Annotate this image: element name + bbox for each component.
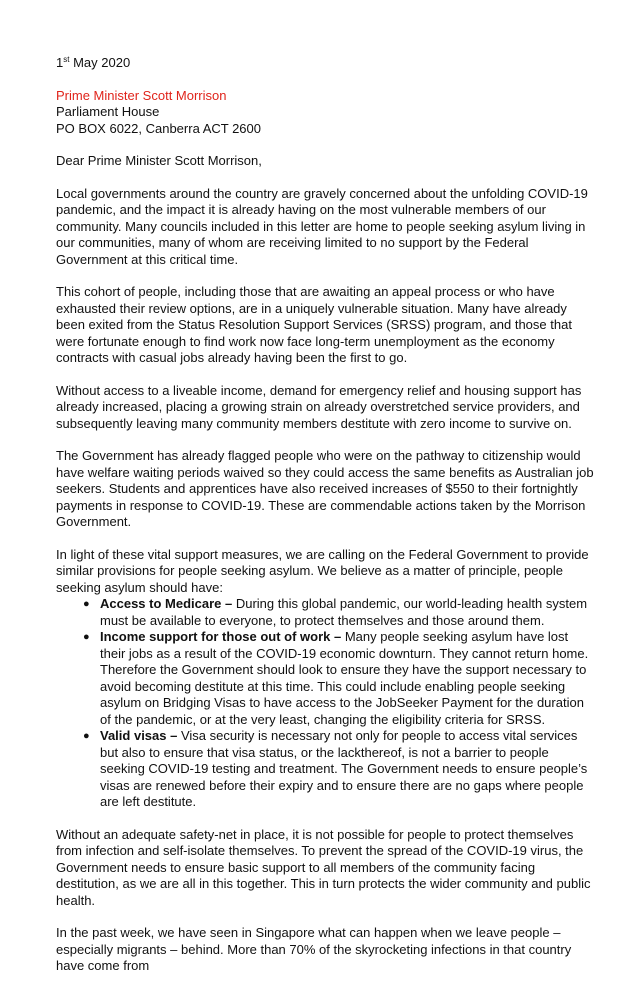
address-line: Parliament House <box>56 104 160 119</box>
paragraph: The Government has already flagged people who were on the pathway to citizenship would have welfare waiting periods waived so they could access the same benefits as Australian job seekers. Students and apprentices have also received increases of $550 to their fortnightly payments in response to COVID-19. These are commendable actions taken by the Morrison Government. <box>56 448 594 529</box>
bullet-text: Visa security is necessary not only for people to access vital services but also to ensure that visa status, or the lackthereof, is not a barrier to people seeking COVID-19 testing and treatment. The Government needs to ensure people’s visas are renewed before their expiry and to ensure there are no gaps where people are left destitute. <box>100 728 588 809</box>
bullet-icon: ● <box>83 730 90 742</box>
date-day: 1 <box>56 55 64 70</box>
bullet-text: During this global pandemic, our world-leading health system must be available to everyone, to protect themselves and those around them. <box>100 596 588 628</box>
bullet-heading: Access to Medicare – <box>100 596 233 611</box>
list-item <box>83 629 596 728</box>
bullet-heading: Valid visas – <box>100 728 178 743</box>
paragraph: In light of these vital support measures, we are calling on the Federal Government to provide similar provisions for people seeking asylum. We believe as a matter of principle, people seeking asylum should have: <box>56 546 589 595</box>
bullet-icon: ● <box>83 631 90 643</box>
bullet-icon: ● <box>83 598 90 610</box>
letter-date <box>56 55 596 72</box>
bullet-text: Many people seeking asylum have lost their jobs as a result of the COVID-19 economic downturn. They cannot return home. Therefore the Government should look to ensure they have the support necessary to avoid becoming destitute at this time. This could include enabling people seeking asylum on Bridging Visas to have access to the JobSeeker Payment for the duration of the pandemic, or at the very least, changing the eligibility criteria for SRSS. <box>100 629 589 727</box>
address-line: PO BOX 6022, Canberra ACT 2600 <box>56 120 261 136</box>
paragraph: Without an adequate safety-net in place, it is not possible for people to protect themselves from infection and self-isolate themselves. To prevent the spread of the COVID-19 virus, the Government needs to ensure basic support to all members of the community facing destitution, as we are all in this together. This in turn protects the wider community and public health. <box>56 826 591 908</box>
bullet-heading: Income support for those out of work – <box>100 629 342 644</box>
letter-body <box>56 55 596 991</box>
list-item <box>83 728 596 811</box>
list-item <box>83 596 596 629</box>
date-suffix: st <box>63 55 70 64</box>
paragraph: Without access to a liveable income, demand for emergency relief and housing support has already increased, placing a growing strain on already overstretched service providers, and subsequently leaving many community members destitute with zero income to survive on. <box>56 382 582 431</box>
salutation: Dear Prime Minister Scott Morrison, <box>56 153 262 168</box>
date-rest: May 2020 <box>69 55 131 70</box>
recipient-address <box>56 88 596 138</box>
addressee-name: Prime Minister Scott Morrison <box>56 87 227 103</box>
paragraph: Local governments around the country are gravely concerned about the unfolding COVID-19 pandemic, and the impact it is already having on the most vulnerable members of our community. Many councils included in this letter are home to people seeking asylum living in our communities, many of whom are receiving limited to no support by the Federal Government at this critical time. <box>56 185 588 267</box>
paragraph: In the past week, we have seen in Singapore what can happen when we leave people – especially migrants – behind. More than 70% of the skyrocketing infections in that country have come from <box>56 925 572 973</box>
demands-list <box>56 596 596 811</box>
paragraph: This cohort of people, including those that are awaiting an appeal process or who have exhausted their review options, are in a uniquely vulnerable situation. Many have already been exited from the Status Resolution Support Services (SRSS) program, and those that were fortunate enough to find work now face long-term unemployment as the economy contracts with casual jobs already having been the first to go. <box>56 284 572 365</box>
